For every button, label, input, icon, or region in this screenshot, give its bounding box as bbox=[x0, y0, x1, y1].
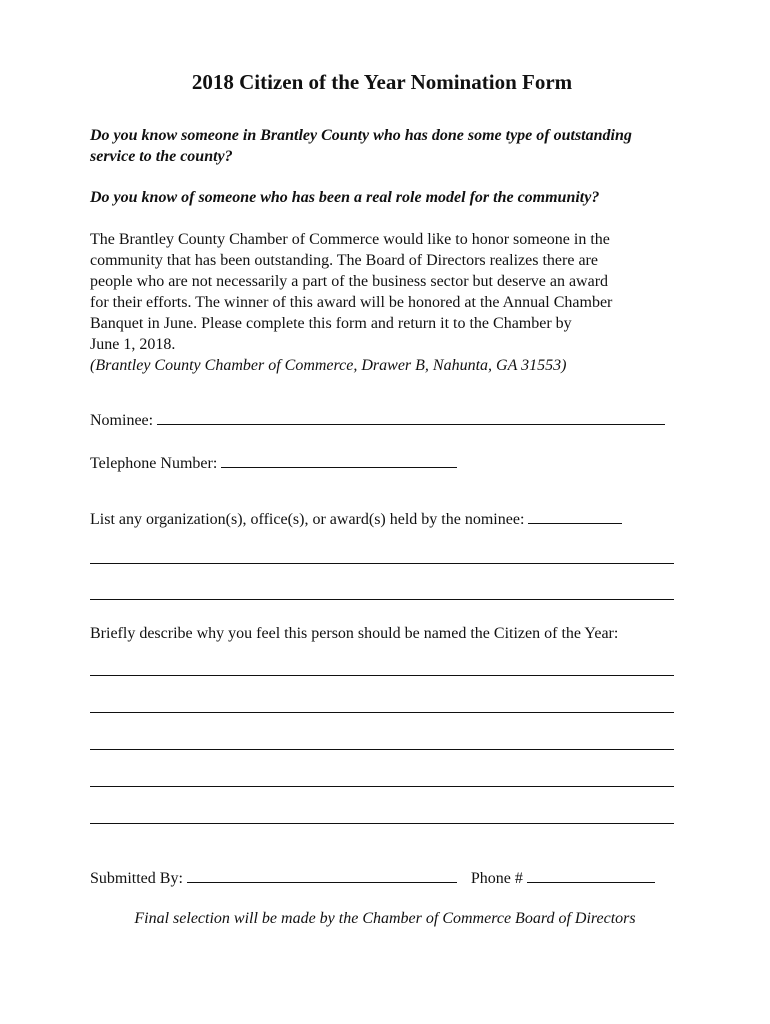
describe-line[interactable] bbox=[90, 675, 674, 676]
describe-line[interactable] bbox=[90, 749, 674, 750]
submitted-by-field bbox=[90, 868, 655, 889]
nominee-blank[interactable] bbox=[157, 410, 665, 425]
describe-line[interactable] bbox=[90, 823, 674, 824]
organizations-line[interactable] bbox=[90, 599, 674, 600]
intro-line: community that has been outstanding. The Board of Directors realizes there are bbox=[90, 252, 598, 270]
phone-label: Phone # bbox=[470, 870, 523, 887]
question-outstanding-service: Do you know someone in Brantley County who has done some type of outstanding service to the county? bbox=[90, 127, 632, 166]
intro-line: for their efforts. The winner of this award will be honored at the Annual Chamber bbox=[90, 294, 613, 312]
submitted-by-blank[interactable] bbox=[187, 868, 457, 883]
form-title: 2018 Citizen of the Year Nomination Form bbox=[191, 70, 573, 94]
telephone-blank[interactable] bbox=[221, 453, 457, 468]
organizations-field bbox=[90, 509, 622, 530]
intro-line: The Brantley County Chamber of Commerce would like to honor someone in the bbox=[90, 231, 610, 249]
organizations-blank[interactable] bbox=[528, 509, 622, 524]
nominee-field bbox=[90, 410, 665, 431]
intro-line: people who are not necessarily a part of the business sector but deserve an award bbox=[90, 273, 609, 291]
organizations-line[interactable] bbox=[90, 563, 674, 564]
telephone-field bbox=[90, 453, 457, 474]
chamber-address: (Brantley County Chamber of Commerce, Drawer B, Nahunta, GA 31553) bbox=[90, 357, 567, 375]
organizations-label: List any organization(s), office(s), or award(s) held by the nominee: bbox=[90, 511, 525, 528]
submitted-by-label: Submitted By: bbox=[90, 870, 183, 887]
intro-paragraph bbox=[90, 229, 674, 376]
question-role-model: Do you know of someone who has been a real role model for the community? bbox=[90, 189, 600, 207]
intro-line: June 1, 2018. bbox=[90, 336, 176, 354]
intro-line: Banquet in June. Please complete this form and return it to the Chamber by bbox=[90, 315, 572, 333]
footer-note: Final selection will be made by the Chamber of Commerce Board of Directors bbox=[134, 910, 636, 927]
nominee-label: Nominee: bbox=[90, 412, 154, 429]
describe-line[interactable] bbox=[90, 786, 674, 787]
describe-field bbox=[90, 623, 618, 644]
phone-blank[interactable] bbox=[527, 868, 655, 883]
describe-label: Briefly describe why you feel this person should be named the Citizen of the Year: bbox=[90, 625, 619, 642]
telephone-label: Telephone Number: bbox=[90, 455, 218, 472]
describe-line[interactable] bbox=[90, 712, 674, 713]
